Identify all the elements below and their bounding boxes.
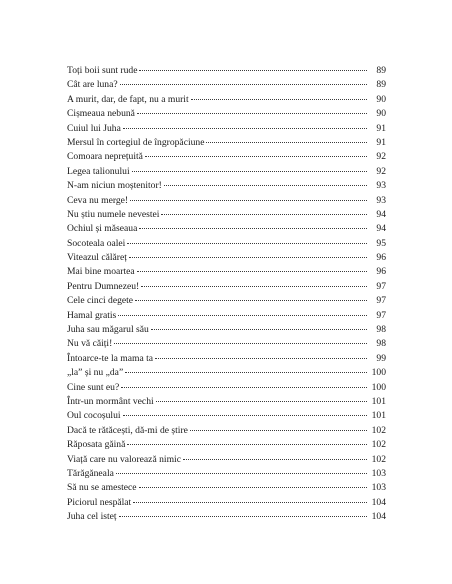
- dot-leader: [137, 113, 367, 114]
- dot-leader: [130, 200, 367, 201]
- toc-entry: [67, 165, 386, 179]
- dot-leader: [123, 415, 367, 416]
- toc-entry-page-number: 92: [376, 151, 386, 163]
- dot-leader: [190, 430, 367, 431]
- dot-leader: [164, 185, 367, 186]
- dot-leader: [132, 171, 367, 172]
- toc-entry: [67, 510, 386, 524]
- toc-entry-title: Viață care nu valorează nimic: [67, 453, 181, 465]
- toc-entry: [67, 122, 386, 136]
- toc-entry-title: Hamal gratis: [67, 309, 117, 321]
- toc-entry-page-number: 91: [376, 122, 386, 134]
- toc-entry: [67, 93, 386, 107]
- dot-leader: [127, 243, 367, 244]
- toc-entry-page-number: 102: [371, 424, 386, 436]
- toc-entry: [67, 409, 386, 423]
- toc-entry-page-number: 103: [371, 467, 386, 479]
- toc-entry-title: Ochiul și măseaua: [67, 223, 138, 235]
- toc-entry-title: Mersul în cortegiul de îngropăciune: [67, 136, 205, 148]
- toc-entry-page-number: 98: [376, 338, 386, 350]
- dot-leader: [206, 142, 367, 143]
- dot-leader: [129, 257, 367, 258]
- toc-entry-page-number: 97: [376, 309, 386, 321]
- toc-entry-page-number: 91: [376, 136, 386, 148]
- toc-entry: [67, 222, 386, 236]
- dot-leader: [183, 459, 367, 460]
- dot-leader: [114, 343, 367, 344]
- toc-entry: [67, 366, 386, 380]
- toc-entry-page-number: 100: [371, 367, 386, 379]
- dot-leader: [133, 502, 367, 503]
- toc-entry-page-number: 100: [371, 381, 386, 393]
- toc-entry-page-number: 97: [376, 280, 386, 292]
- dot-leader: [141, 286, 367, 287]
- dot-leader: [125, 372, 367, 373]
- toc-entry: [67, 352, 386, 366]
- toc-entry-title: Nu știu numele nevestei: [67, 208, 160, 220]
- toc-entry-page-number: 93: [376, 194, 386, 206]
- toc-entry-title: Pentru Dumnezeu!: [67, 280, 140, 292]
- toc-entry: [67, 280, 386, 294]
- toc-entry-title: Dacă te rătăcești, dă-mi de știre: [67, 424, 188, 436]
- toc-entry-title: Întoarce-te la mama ta: [67, 352, 154, 364]
- toc-entry: [67, 337, 386, 351]
- toc-entry: [67, 424, 386, 438]
- toc-entry-title: Viteazul călăreț: [67, 252, 127, 264]
- dot-leader: [119, 516, 367, 517]
- toc-entry: [67, 136, 386, 150]
- toc-entry: [67, 453, 386, 467]
- dot-leader: [121, 387, 367, 388]
- toc-entry-page-number: 92: [376, 165, 386, 177]
- toc-entry-title: Nu vă căiți!: [67, 338, 113, 350]
- toc-entry: [67, 179, 386, 193]
- toc-entry-page-number: 94: [376, 223, 386, 235]
- toc-entry: [67, 381, 386, 395]
- toc-entry-page-number: 103: [371, 482, 386, 494]
- dot-leader: [123, 128, 367, 129]
- toc-entry-title: A murit, dar, de fapt, nu a murit: [67, 93, 189, 105]
- toc-entry: [67, 438, 386, 452]
- toc-entry-title: Să nu se amestece: [67, 482, 137, 494]
- toc-entry: [67, 78, 386, 92]
- toc-entry-page-number: 99: [376, 352, 386, 364]
- toc-entry-title: Într-un mormânt vechi: [67, 395, 154, 407]
- toc-entry-page-number: 104: [371, 496, 386, 508]
- dot-leader: [161, 214, 367, 215]
- toc-entry: [67, 467, 386, 481]
- toc-entry-title: Piciorul nespălat: [67, 496, 132, 508]
- dot-leader: [191, 99, 367, 100]
- toc-entry: [67, 309, 386, 323]
- dot-leader: [118, 315, 367, 316]
- toc-entry: [67, 323, 386, 337]
- dot-leader: [139, 487, 367, 488]
- toc-entry-page-number: 90: [376, 93, 386, 105]
- toc-entry-title: Tărăgăneala: [67, 467, 114, 479]
- toc-entry-page-number: 96: [376, 252, 386, 264]
- toc-entry: [67, 294, 386, 308]
- dot-leader: [127, 444, 367, 445]
- dot-leader: [139, 228, 367, 229]
- toc-entry-title: Cine sunt eu?: [67, 381, 120, 393]
- toc-entry-title: N-am niciun moștenitor!: [67, 180, 162, 192]
- toc-entry-title: Cișmeaua nebună: [67, 108, 135, 120]
- dot-leader: [156, 401, 367, 402]
- toc-entry-title: Răposata găină: [67, 439, 126, 451]
- toc-entry-page-number: 96: [376, 266, 386, 278]
- toc-entry-page-number: 90: [376, 108, 386, 120]
- toc-entry: [67, 496, 386, 510]
- dot-leader: [155, 358, 367, 359]
- toc-entry-title: Comoara neprețuită: [67, 151, 143, 163]
- dot-leader: [151, 329, 367, 330]
- toc-entry-title: „la” și nu „da”: [67, 367, 124, 379]
- toc-entry-page-number: 104: [371, 511, 386, 523]
- toc-entry: [67, 64, 386, 78]
- toc-entry-title: Legea talionului: [67, 165, 130, 177]
- toc-entry-page-number: 98: [376, 324, 386, 336]
- dot-leader: [120, 84, 367, 85]
- table-of-contents: [67, 64, 386, 525]
- toc-entry: [67, 194, 386, 208]
- toc-entry-page-number: 89: [376, 79, 386, 91]
- toc-entry: [67, 481, 386, 495]
- toc-entry-title: Cât are luna?: [67, 79, 118, 91]
- toc-entry: [67, 150, 386, 164]
- toc-entry-title: Oul cocoșului: [67, 410, 121, 422]
- toc-entry-page-number: 102: [371, 439, 386, 451]
- toc-entry-page-number: 89: [376, 65, 386, 76]
- toc-entry: [67, 395, 386, 409]
- toc-entry: [67, 107, 386, 121]
- toc-entry: [67, 208, 386, 222]
- toc-entry-title: Toți boii sunt rude: [67, 65, 138, 76]
- toc-entry-page-number: 95: [376, 237, 386, 249]
- toc-entry-page-number: 101: [371, 410, 386, 422]
- toc-entry-page-number: 97: [376, 295, 386, 307]
- dot-leader: [135, 300, 367, 301]
- toc-entry-title: Juha sau măgarul său: [67, 324, 149, 336]
- dot-leader: [116, 473, 367, 474]
- dot-leader: [139, 70, 367, 71]
- dot-leader: [137, 271, 367, 272]
- toc-entry: [67, 237, 386, 251]
- toc-entry-title: Mai bine moartea: [67, 266, 135, 278]
- toc-entry-title: Juha cel isteț: [67, 511, 117, 523]
- toc-entry: [67, 251, 386, 265]
- toc-entry-page-number: 94: [376, 208, 386, 220]
- toc-entry-title: Cuiul lui Juha: [67, 122, 121, 134]
- toc-entry-page-number: 101: [371, 395, 386, 407]
- toc-entry: [67, 265, 386, 279]
- toc-entry-title: Cele cinci degete: [67, 295, 134, 307]
- toc-entry-title: Socoteala oalei: [67, 237, 126, 249]
- toc-entry-page-number: 102: [371, 453, 386, 465]
- toc-entry-title: Ceva nu merge!: [67, 194, 129, 206]
- dot-leader: [145, 156, 367, 157]
- toc-entry-page-number: 93: [376, 180, 386, 192]
